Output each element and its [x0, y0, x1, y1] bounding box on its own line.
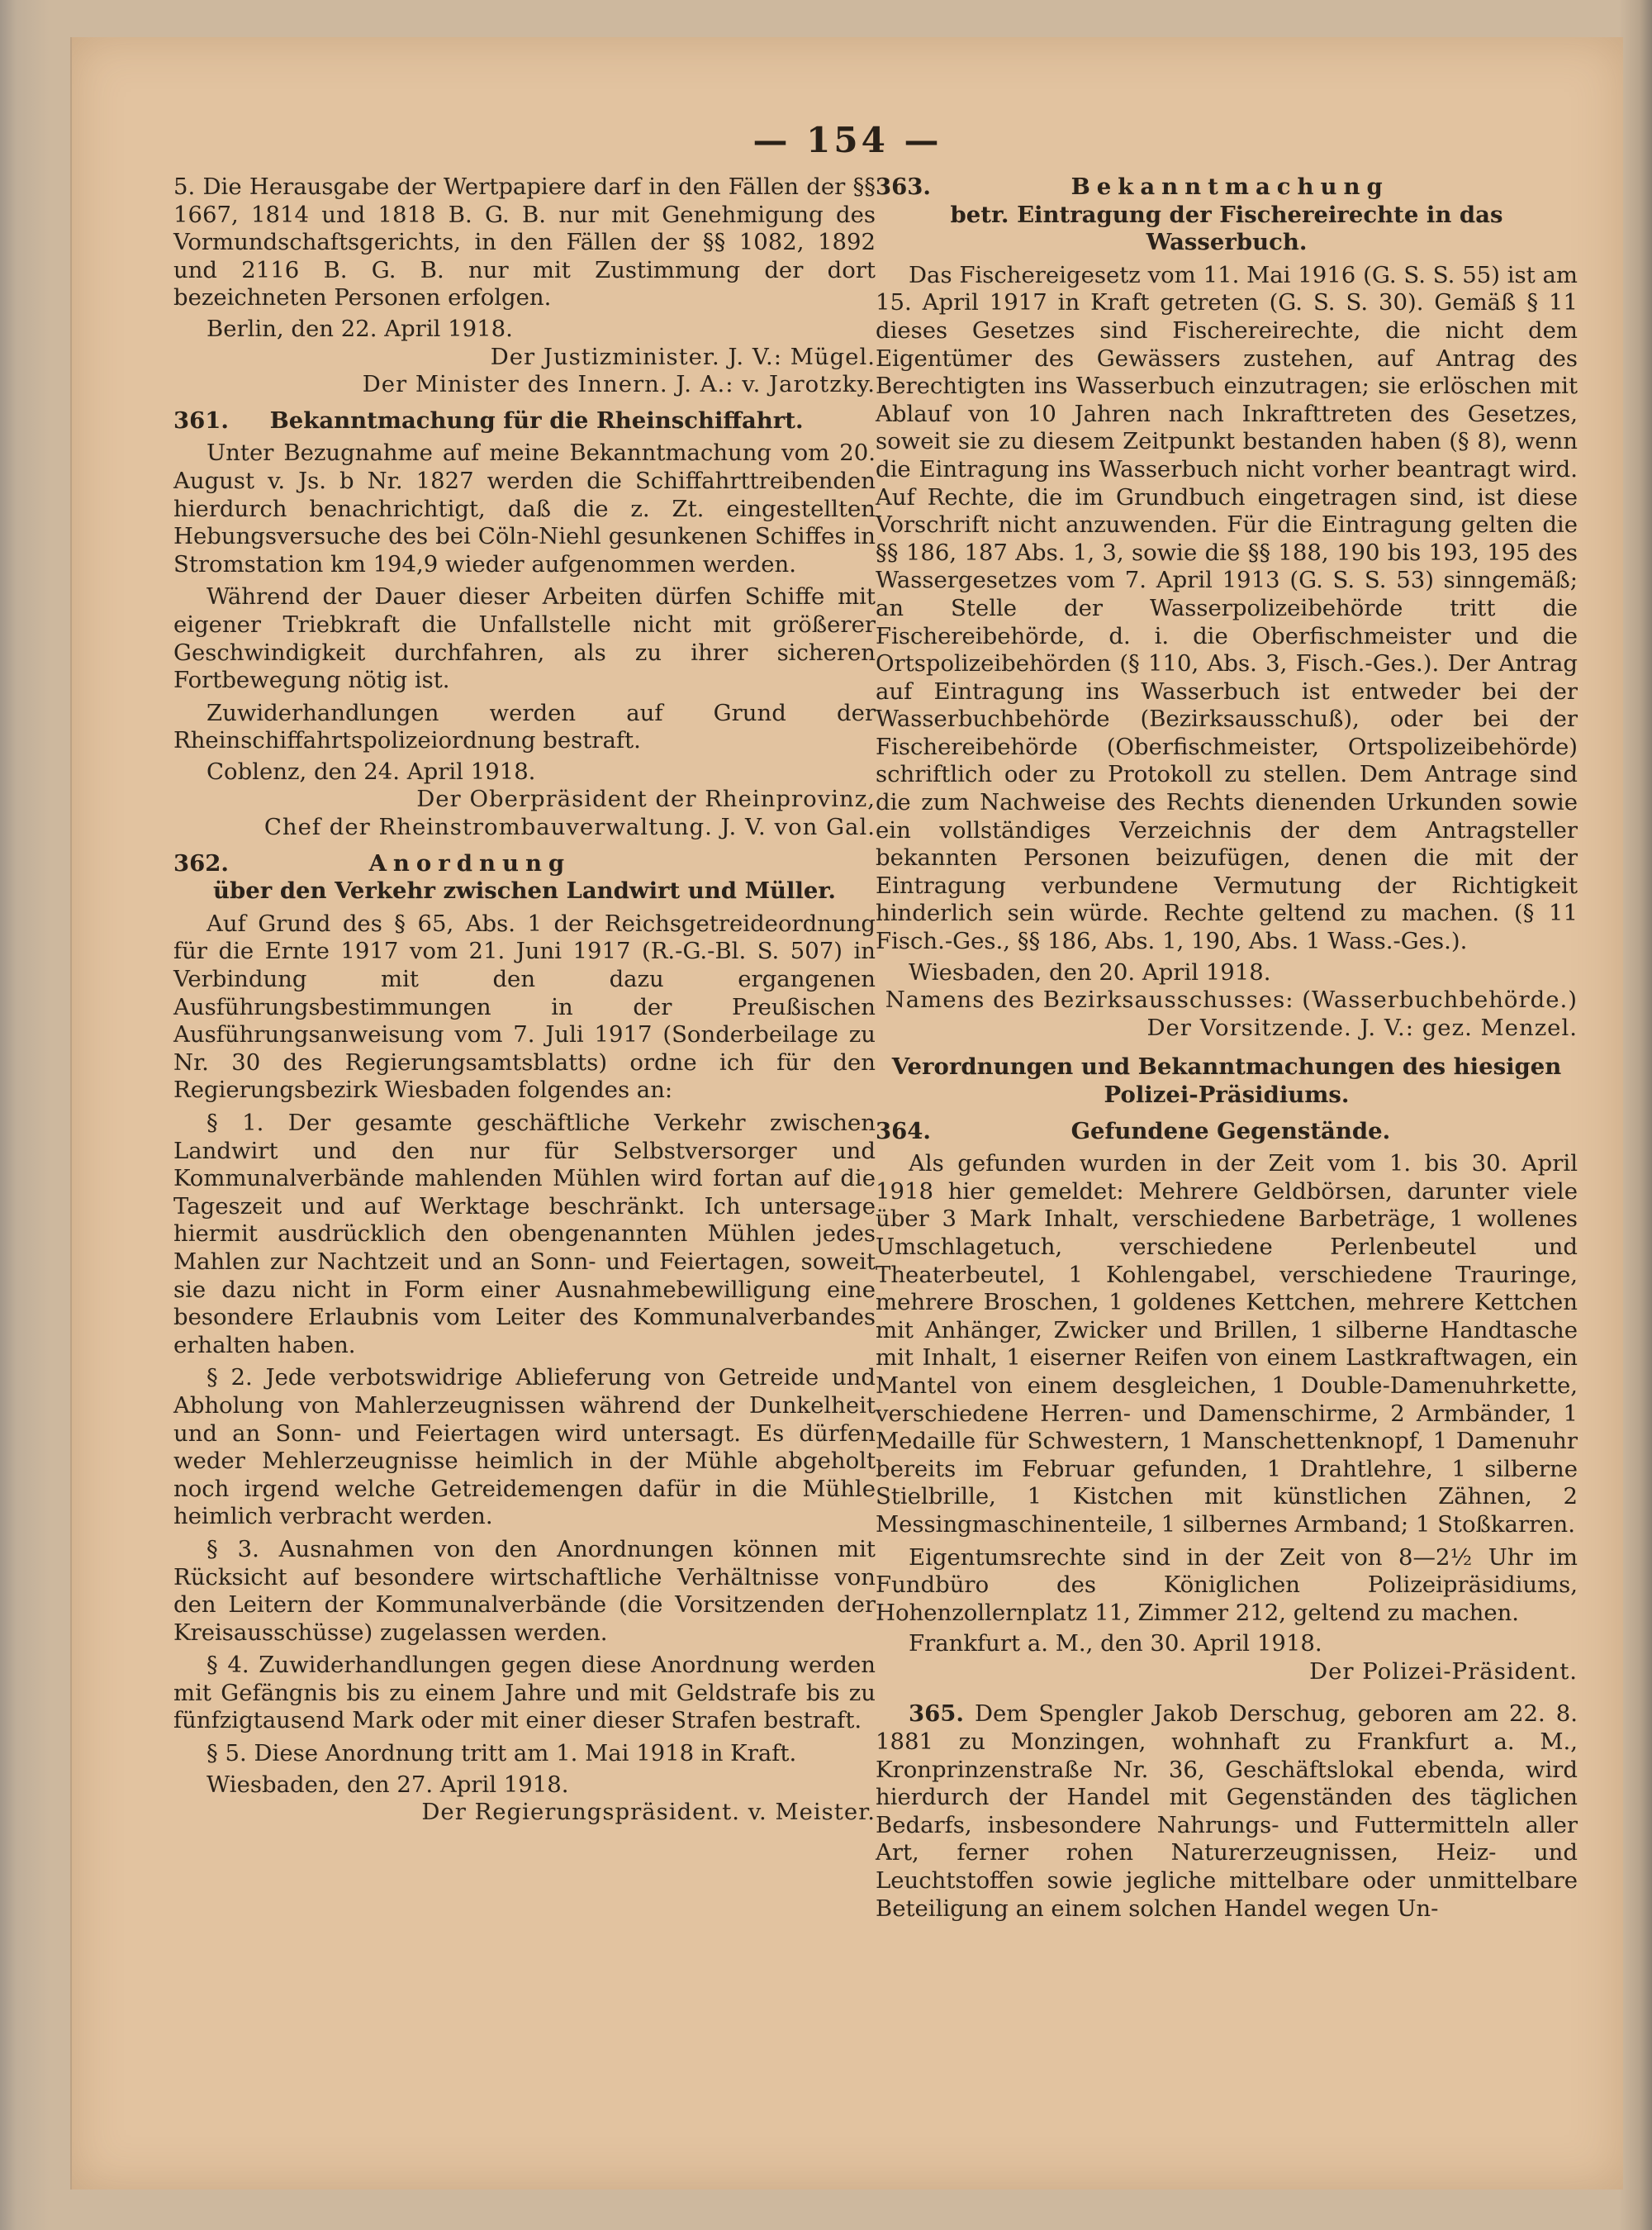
- section-heading: Verordnungen und Bekanntmachungen des hiesigen Polizei-Präsidiums.: [891, 1053, 1562, 1108]
- paragraph: Das Fischereigesetz vom 11. Mai 1916 (G. S. S. 55) ist am 15. April 1917 in Kraft getreten (G. S. S. 30). Gemäß § 11 dieses Gesetzes sind Fischereirechte, die nicht dem Eigentümer des Gewässers zustehen, auf Antrag des Berechtigten ins Wasserbuch einzutragen; sie erlöschen mit Ablauf von 10 Jahren nach Inkrafttreten des Gesetzes, soweit sie zu diesem Zeitpunkt bestanden haben (§ 8), wenn die Eintragung ins Wasserbuch nicht vorher beantragt wird. Auf Rechte, die im Grundbuch eingetragen sind, ist diese Vorschrift nicht anzuwenden. Für die Eintragung gelten die §§ 186, 187 Abs. 1, 3, sowie die §§ 188, 190 bis 193, 195 des Wassergesetzes vom 7. April 1913 (G. S. S. 53) sinngemäß; an Stelle der Wasserpolizeibehörde tritt die Fischereibehörde, d. i. die Oberfischmeister und die Ortspolizeibehörden (§ 110, Abs. 3, Fisch.-Ges.). Der Antrag auf Eintragung ins Wasserbuch ist entweder bei der Wasserbuchbehörde (Bezirksausschuß), oder bei der Fischereibehörde (Oberfischmeister, Ortspolizeibehörde) schriftlich oder zu Protokoll zu stellen. Dem Antrage sind die zum Nachweise des Rechts dienenden Urkunden sowie ein vollständiges Verzeichnis der dem Antragsteller bekannten Personen beizufügen, denen die mit der Eintragung verbundene Vermutung der Richtigkeit hinderlich sein würde. Rechte geltend zu machen. (§ 11 Fisch.-Ges., §§ 186, Abs. 1, 190, Abs. 1 Wass.-Ges.).: [876, 261, 1578, 955]
- place-date: Wiesbaden, den 20. April 1918.: [909, 958, 1271, 986]
- signature: Der Regierungspräsident. v. Meister.: [421, 1799, 876, 1826]
- place-date: Wiesbaden, den 27. April 1918.: [206, 1771, 569, 1798]
- signature: Namens des Bezirksausschusses: (Wasserbuchbehörde.): [885, 987, 1578, 1014]
- notice-number: 361.: [173, 407, 229, 434]
- paragraph: Zuwiderhandlungen werden auf Grund der Rheinschiffahrtspolizeiordnung bestraft.: [173, 699, 876, 754]
- left-column: [173, 174, 876, 1827]
- notice-number: 365.: [909, 1700, 964, 1728]
- signature: Der Polizei-Präsident.: [1309, 1657, 1578, 1685]
- paragraph-5: 5. Die Herausgabe der Wertpapiere darf in den Fällen der §§ 1667, 1814 und 1818 B. G. B. nur mit Genehmigung des Vormundschaftsgerichts, in den Fällen der §§ 1082, 1892 und 2116 B. G. B. nur mit Zustimmung der dort bezeichneten Personen erfolgen.: [173, 174, 876, 311]
- paragraph: Auf Grund des § 65, Abs. 1 der Reichsgetreideordnung für die Ernte 1917 vom 21. Juni 1917 (R.-G.-Bl. S. 507) in Verbindung mit den dazu ergangenen Ausführungsbestimmungen in der Preußischen Ausführungsanweisung vom 7. Juli 1917 (Sonderbeilage zu Nr. 30 des Regierungsamtsblatts) ordne ich für den Regierungsbezirk Wiesbaden folgendes an:: [173, 910, 876, 1104]
- notice-subtitle: über den Verkehr zwischen Landwirt und Müller.: [213, 877, 836, 905]
- place-date: Berlin, den 22. April 1918.: [206, 315, 513, 342]
- paragraph: Dem Spengler Jakob Derschug, geboren am 22. 8. 1881 zu Monzingen, wohnhaft zu Frankfurt a. M., Kronprinzenstraße Nr. 36, Geschäftslokal ebenda, wird hierdurch der Handel mit Gegenständen des täglichen Bedarfs, insbesondere Nahrungs- und Futtermitteln aller Art, ferner rohen Naturerzeugnissen, Heiz- und Leuchtstoffen sowie jegliche mittelbare oder unmittelbare Beteiligung an einem solchen Handel wegen Un-: [876, 1700, 1578, 1922]
- notice-heading-364: [876, 1118, 1578, 1146]
- paragraph: § 2. Jede verbotswidrige Ablieferung von Getreide und Abholung von Mahlerzeugnissen während der Dunkelheit und an Sonn- und Feiertagen wird untersagt. Es dürfen weder Mehlerzeugnisse heimlich in der Mühle abgeholt noch irgend welche Getreidemengen dafür in die Mühle heimlich verbracht werden.: [173, 1364, 876, 1530]
- paragraph: Als gefunden wurden in der Zeit vom 1. bis 30. April 1918 hier gemeldet: Mehrere Geldbörsen, darunter viele über 3 Mark Inhalt, verschiedene Barbeträge, 1 wollenes Umschlagetuch, verschiedene Perlenbeutel und Theaterbeutel, 1 Kohlengabel, verschiedene Trauringe, mehrere Broschen, 1 goldenes Kettchen, mehrere Kettchen mit Anhänger, Zwicker und Brillen, 1 silberne Handtasche mit Inhalt, 1 eiserner Reifen von einem Lastkraftwagen, ein Mantel von einem desgleichen, 1 Double-Damenuhrkette, verschiedene Herren- und Damenschirme, 2 Armbänder, 1 Medaille für Schwestern, 1 Manschettenknopf, 1 Damenuhr bereits im Februar gefunden, 1 Drahtlehre, 1 silberne Stielbrille, 1 Kistchen mit künstlichen Zähnen, 2 Messingmaschinenteile, 1 silbernes Armband; 1 Stoßkarren.: [876, 1150, 1578, 1538]
- notice-number: 363.: [876, 174, 931, 200]
- notice-title: Bekanntmachung: [1070, 174, 1389, 200]
- notice-title: Bekanntmachung für die Rheinschiffahrt.: [269, 407, 804, 434]
- notice-subtitle: betr. Eintragung der Fischereirechte in das Wasserbuch.: [950, 201, 1503, 256]
- paragraph: § 1. Der gesamte geschäftliche Verkehr zwischen Landwirt und den nur für Selbstversorger und Kommunalverbände mahlenden Mühlen wird fortan auf die Tageszeit und auf Werktage beschränkt. Ich untersage hiermit ausdrücklich den obengenannten Mühlen jedes Mahlen zur Nachtzeit und an Sonn- und Feiertagen, soweit sie dazu nicht in Form einer Ausnahmebewilligung eine besondere Erlaubnis vom Leiter des Kommunalverbandes erhalten haben.: [173, 1110, 876, 1358]
- signature: Der Minister des Innern. J. A.: v. Jarotzky.: [362, 371, 876, 398]
- paragraph: Unter Bezugnahme auf meine Bekanntmachung vom 20. August v. Js. b Nr. 1827 werden die Schiffahrttreibenden hierdurch benachrichtigt, daß die z. Zt. eingestellten Hebungsversuche des bei Cöln-Niehl gesunkenen Schiffes in Stromstation km 194,9 wieder aufgenommen werden.: [173, 440, 876, 578]
- paragraph: Eigentumsrechte sind in der Zeit von 8—2½ Uhr im Fundbüro des Königlichen Polizeipräsidiums, Hohenzollernplatz 11, Zimmer 212, geltend zu machen.: [876, 1543, 1578, 1626]
- right-column: [876, 174, 1578, 1923]
- paragraph: § 4. Zuwiderhandlungen gegen diese Anordnung werden mit Gefängnis bis zu einem Jahre und mit Geldstrafe bis zu fünfzigtausend Mark oder mit einer dieser Strafen bestraft.: [173, 1652, 876, 1734]
- paragraph: § 3. Ausnahmen von den Anordnungen können mit Rücksicht auf besondere wirtschaftliche Verhältnisse von den Leitern der Kommunalverbände (die Vorsitzenden der Kreisausschüsse) zugelassen werden.: [173, 1535, 876, 1646]
- notice-heading-362: [173, 850, 876, 878]
- signature: Der Oberpräsident der Rheinprovinz,: [416, 786, 876, 813]
- notice-365: [876, 1700, 1578, 1923]
- notice-title: Gefundene Gegenstände.: [1070, 1117, 1391, 1144]
- signature: Chef der Rheinstrombauverwaltung. J. V. von Gal.: [263, 814, 876, 841]
- notice-heading-361: [173, 407, 876, 435]
- page-number: — 154 —: [752, 120, 942, 160]
- paragraph: Während der Dauer dieser Arbeiten dürfen Schiffe mit eigener Triebkraft die Unfallstelle nicht mit größerer Geschwindigkeit durchfahren, als zu ihrer sicheren Fortbewegung nötig ist.: [173, 583, 876, 694]
- paragraph: § 5. Diese Anordnung tritt am 1. Mai 1918 in Kraft.: [206, 1740, 797, 1767]
- signature: Der Vorsitzende. J. V.: gez. Menzel.: [1146, 1014, 1578, 1041]
- notice-number: 364.: [876, 1117, 931, 1144]
- place-date: Coblenz, den 24. April 1918.: [206, 758, 536, 785]
- notice-number: 362.: [173, 849, 229, 877]
- notice-heading-363: [876, 174, 1578, 202]
- notice-title: Anordnung: [368, 849, 572, 877]
- place-date: Frankfurt a. M., den 30. April 1918.: [909, 1630, 1322, 1657]
- signature: Der Justizminister. J. V.: Mügel.: [490, 343, 876, 370]
